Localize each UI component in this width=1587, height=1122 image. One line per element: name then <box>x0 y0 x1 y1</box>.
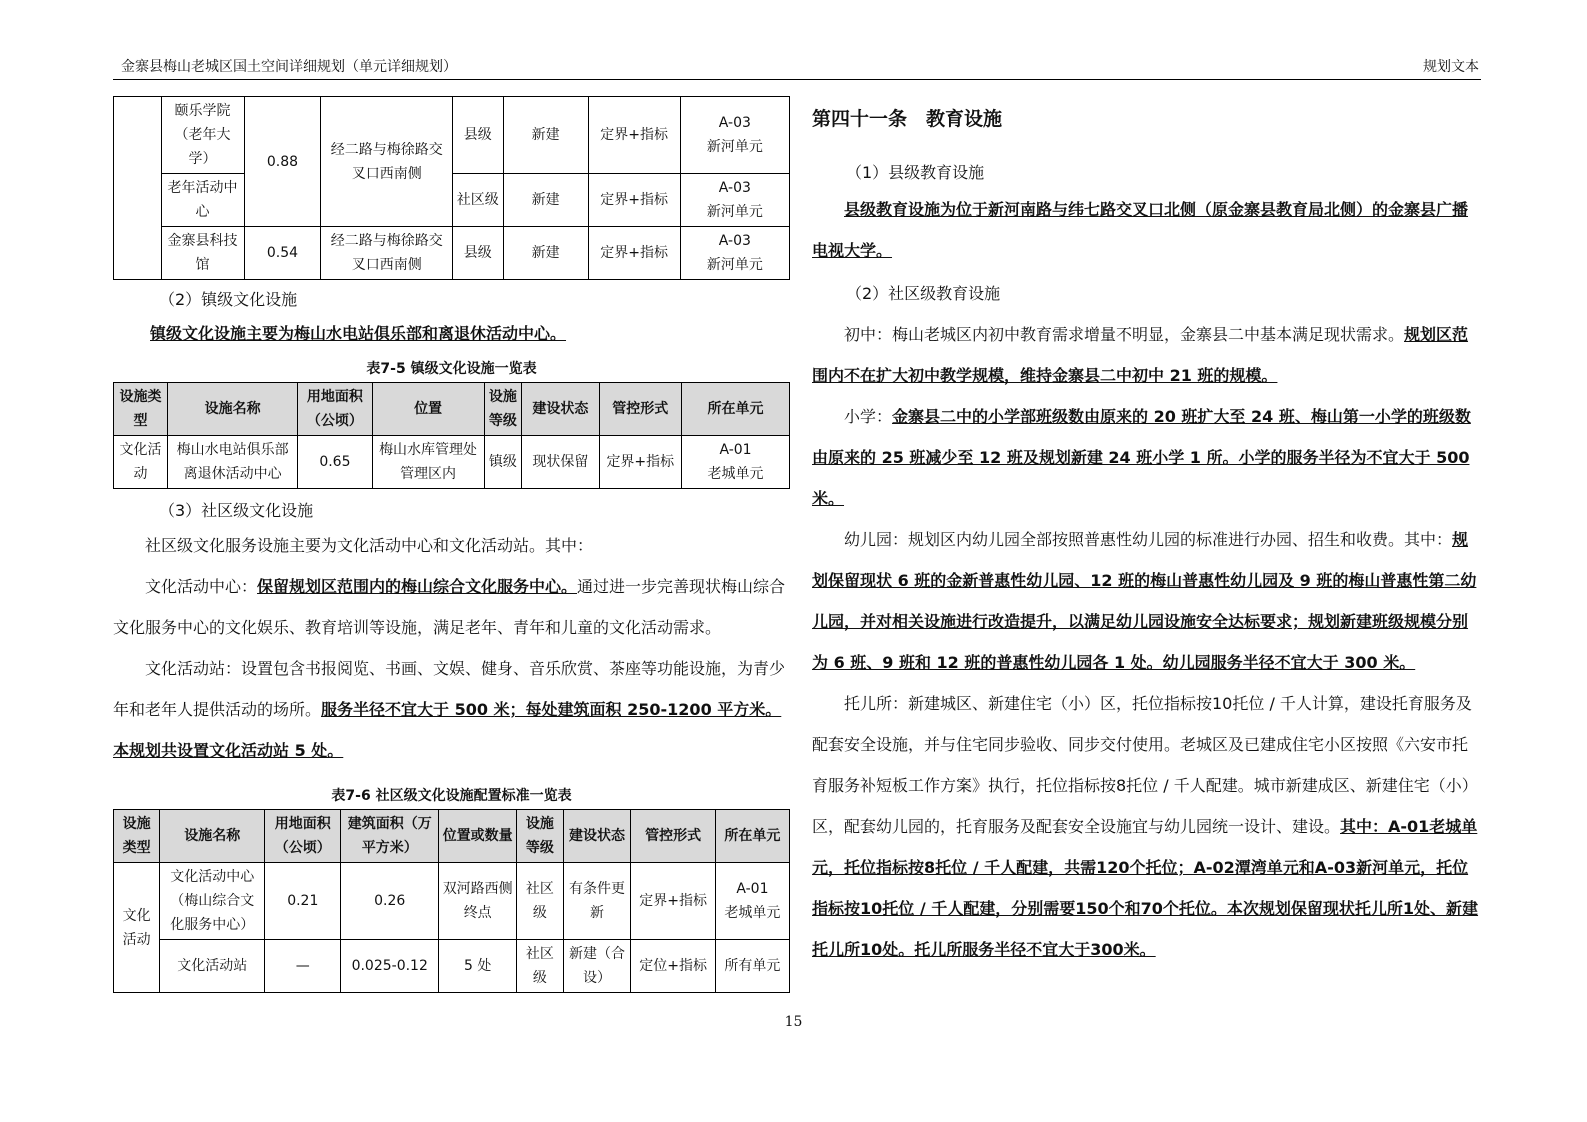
town-heading: （2）镇级文化设施 <box>159 290 298 309</box>
column-header: 建设状态 <box>563 810 631 863</box>
table5-caption: 表7-5 镇级文化设施一览表 <box>366 361 537 377</box>
table-row <box>114 436 790 489</box>
table-cell: A-01 老城单元 <box>682 436 790 489</box>
table-cell: 经二路与梅徐路交叉口西南侧 <box>321 227 453 280</box>
right-column <box>812 104 1480 970</box>
table-cell: 0.54 <box>244 227 321 280</box>
table-cell: 所有单元 <box>715 940 789 993</box>
county-text: 县级教育设施为位于新河南路与纬七路交叉口北侧（原金寨县教育局北侧）的金寨县广播电视大学。 <box>812 200 1469 260</box>
town-text: 镇级文化设施主要为梅山水电站俱乐部和离退休活动中心。 <box>150 324 567 343</box>
table-cell: 文化活动站 <box>160 940 265 993</box>
table-cell: 社区级 <box>517 940 563 993</box>
column-header: 管控形式 <box>599 383 681 436</box>
table-cell: 定界+指标 <box>588 174 680 227</box>
table-cell: 定位+指标 <box>631 940 715 993</box>
community-p3: 文化活动站：设置包含书报阅览、书画、文娱、健身、音乐欣赏、茶座等功能设施，为青少年和老年人提供活动的场所。服务半径不宜大于 500 米；每处建筑面积 250-1200 平方米。本规划共设置文化活动站 5 处。 <box>113 659 786 760</box>
table-row <box>114 174 790 227</box>
table-cell: 颐乐学院（老年大学） <box>161 97 244 174</box>
table-cell: 0.65 <box>298 436 372 489</box>
nursery-text: 托儿所：新建城区、新建住宅（小）区，托位指标按10托位 / 千人计算，建设托育服务及配套安全设施，并与住宅同步验收、同步交付使用。老城区及已建成住宅小区按照《六安市托育服务补短板工作方案》执行，托位指标按8托位 / 千人配建。城市新建成区、新建住宅（小）区，配套幼儿园的，托育服务及配套安全设施宜与幼儿园统一设计、建设。其中：A-01老城单元，托位指标按8托位 / 千人配建，共需120个托位；A-02潭湾单元和A-03新河单元，托位指标按10托位 / 千人配建，分别需要150个和70个托位。本次规划保留现状托儿所1处、新建托儿所10处。托儿所服务半径不宜大于300米。 <box>812 694 1479 959</box>
table-cell: 梅山水电站俱乐部离退休活动中心 <box>167 436 297 489</box>
table-cell: 0.88 <box>244 97 321 227</box>
table-cell: A-03 新河单元 <box>680 174 789 227</box>
table-cell: 定界+指标 <box>588 97 680 174</box>
table-row <box>114 97 790 174</box>
column-header: 建设状态 <box>522 383 599 436</box>
table-cell: 定界+指标 <box>599 436 681 489</box>
table-cell: 双河路西侧终点 <box>439 863 517 940</box>
community-p1: 社区级文化服务设施主要为文化活动中心和文化活动站。其中： <box>145 536 594 555</box>
column-header: 用地面积（公顷） <box>265 810 341 863</box>
table-cell: 新建 <box>503 174 588 227</box>
table-cell: — <box>265 940 341 993</box>
middle-school-text: 初中：梅山老城区内初中教育需求增量不明显，金寨县二中基本满足现状需求。规划区范围内不在扩大初中教学规模，维持金寨县二中初中 21 班的规模。 <box>812 325 1469 385</box>
table-cell: 金寨县科技馆 <box>161 227 244 280</box>
table-cell: 定界+指标 <box>588 227 680 280</box>
table-cell: 新建 <box>503 97 588 174</box>
table-cell: 文化活动 <box>114 863 160 993</box>
table-row <box>114 940 790 993</box>
table-cell: 社区级 <box>517 863 563 940</box>
top-table <box>113 96 790 280</box>
table-cell: 镇级 <box>484 436 522 489</box>
table-cell: 有条件更新 <box>563 863 631 940</box>
table-cell: 5 处 <box>439 940 517 993</box>
county-heading: （1）县级教育设施 <box>846 163 985 182</box>
table-cell: 文化活动 <box>114 436 168 489</box>
table-cell: A-03 新河单元 <box>680 97 789 174</box>
community-heading: （3）社区级文化设施 <box>159 501 314 520</box>
table-7-6 <box>113 809 790 993</box>
table-cell: A-03 新河单元 <box>680 227 789 280</box>
table-cell: 现状保留 <box>522 436 599 489</box>
header-title: 金寨县梅山老城区国土空间详细规划（单元详细规划） <box>121 59 457 75</box>
column-header: 管控形式 <box>631 810 715 863</box>
column-header: 设施名称 <box>160 810 265 863</box>
table-cell: A-01 老城单元 <box>715 863 789 940</box>
column-header: 建筑面积（万平方米） <box>341 810 439 863</box>
table-7-5 <box>113 382 790 489</box>
table-cell: 老年活动中心 <box>161 174 244 227</box>
table-cell: 社区级 <box>452 174 503 227</box>
section-heading: 第四十一条 教育设施 <box>812 108 1003 130</box>
table-header-row <box>114 810 790 863</box>
table-row <box>114 227 790 280</box>
column-header: 所在单元 <box>715 810 789 863</box>
column-header: 设施类型 <box>114 810 160 863</box>
header-doc-type: 规划文本 <box>1423 59 1479 75</box>
column-header: 所在单元 <box>682 383 790 436</box>
table-cell: 定界+指标 <box>631 863 715 940</box>
community-edu-heading: （2）社区级教育设施 <box>846 284 1001 303</box>
table-cell: 0.21 <box>265 863 341 940</box>
column-header: 设施等级 <box>517 810 563 863</box>
table-cell: 0.025-0.12 <box>341 940 439 993</box>
column-header: 设施名称 <box>167 383 297 436</box>
column-header: 设施等级 <box>484 383 522 436</box>
table-cell: 文化活动中心（梅山综合文化服务中心） <box>160 863 265 940</box>
header-divider <box>113 79 1481 80</box>
table6-caption: 表7-6 社区级文化设施配置标准一览表 <box>331 788 572 804</box>
column-header: 用地面积（公顷） <box>298 383 372 436</box>
column-header: 位置或数量 <box>439 810 517 863</box>
community-body <box>113 525 790 771</box>
left-column <box>113 96 790 993</box>
table-cell: 县级 <box>452 97 503 174</box>
community-p2: 文化活动中心：保留规划区范围内的梅山综合文化服务中心。通过进一步完善现状梅山综合文化服务中心的文化娱乐、教育培训等设施，满足老年、青年和儿童的文化活动需求。 <box>113 577 786 637</box>
kindergarten-text: 幼儿园：规划区内幼儿园全部按照普惠性幼儿园的标准进行办园、招生和收费。其中：规划保留现状 6 班的金新普惠性幼儿园、12 班的梅山普惠性幼儿园及 9 班的梅山普惠性第二幼儿园，并对相关设施进行改造提升，以满足幼儿园设施安全达标要求；规划新建班级规模分别为 6 班、9 班和 12 班的普惠性幼儿园各 1 处。幼儿园服务半径不宜大于 300 米。 <box>812 530 1477 672</box>
column-header: 设施类型 <box>114 383 168 436</box>
table-cell: 梅山水库管理处管理区内 <box>372 436 484 489</box>
primary-school-text: 小学：金寨县二中的小学部班级数由原来的 20 班扩大至 24 班、梅山第一小学的班级数由原来的 25 班减少至 12 班及规划新建 24 班小学 1 所。小学的服务半径为不宜大于 500 米。 <box>812 407 1471 508</box>
column-header: 位置 <box>372 383 484 436</box>
table-row <box>114 863 790 940</box>
table-cell: 新建（合设） <box>563 940 631 993</box>
table-cell: 县级 <box>452 227 503 280</box>
table-cell: 新建 <box>503 227 588 280</box>
table-cell: 经二路与梅徐路交叉口西南侧 <box>321 97 453 227</box>
education-body <box>812 314 1480 970</box>
page-number: 15 <box>784 1014 803 1030</box>
table-header-row <box>114 383 790 436</box>
table-cell: 0.26 <box>341 863 439 940</box>
